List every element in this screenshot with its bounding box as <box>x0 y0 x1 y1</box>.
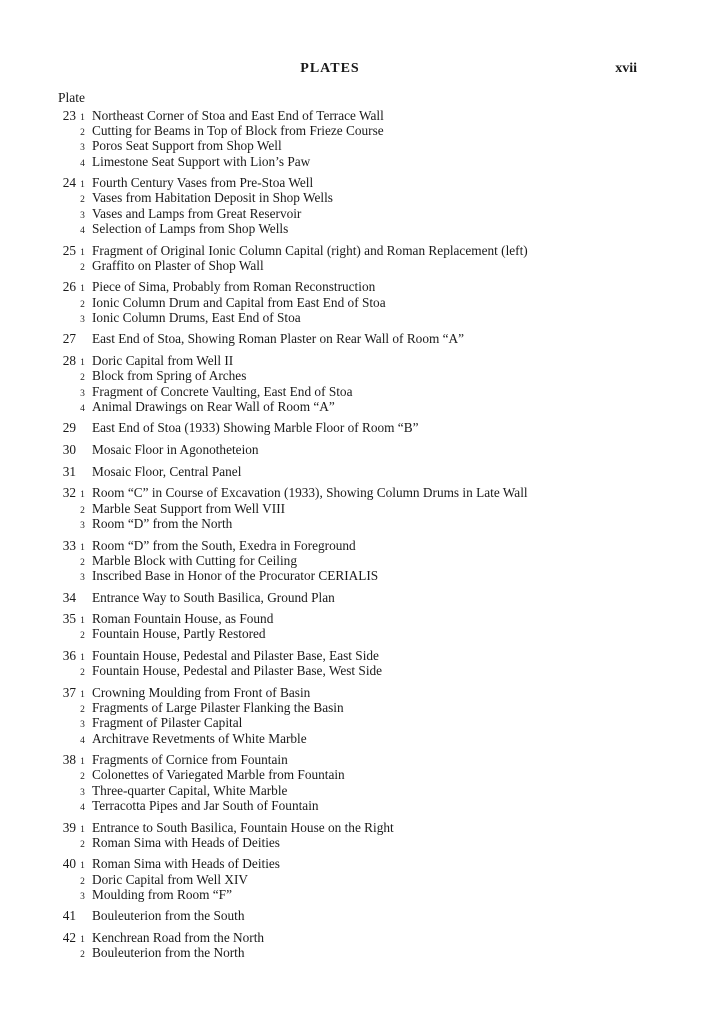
plate-group <box>56 908 676 923</box>
plate-caption: Animal Drawings on Rear Wall of Room “A” <box>92 398 335 414</box>
plate-entry <box>56 353 676 368</box>
plate-number: 28 <box>62 353 76 369</box>
figure-number: 2 <box>80 373 85 384</box>
plate-caption: Vases from Habitation Deposit in Shop Wells <box>92 190 333 206</box>
figure-number: 2 <box>80 839 85 850</box>
plate-entry <box>56 553 676 568</box>
figure-number: 1 <box>80 358 85 369</box>
plate-caption: Limestone Seat Support with Lion’s Paw <box>92 153 311 169</box>
plate-entry <box>56 538 676 553</box>
plate-entry <box>56 279 676 294</box>
plate-entry <box>56 108 676 123</box>
figure-number: 2 <box>80 950 85 961</box>
plate-entry <box>56 700 676 715</box>
plate-caption: Block from Spring of Arches <box>92 368 247 384</box>
plate-caption: Doric Capital from Well II <box>92 353 234 369</box>
plate-entry <box>56 820 676 835</box>
plate-number: 23 <box>62 108 76 123</box>
plate-caption: Fragment of Pilaster Capital <box>92 715 243 731</box>
figure-number: 1 <box>80 284 85 295</box>
plate-group <box>56 353 676 414</box>
plate-number: 29 <box>62 420 76 436</box>
plate-entry <box>56 835 676 850</box>
figure-number: 2 <box>80 772 85 783</box>
plate-number: 34 <box>62 589 76 605</box>
plate-group <box>56 175 676 236</box>
plate-entry <box>56 295 676 310</box>
plate-group <box>56 685 676 746</box>
plate-entry <box>56 123 676 138</box>
plate-entry <box>56 872 676 887</box>
plate-entry <box>56 442 676 457</box>
plate-number: 36 <box>62 648 76 664</box>
figure-number: 3 <box>80 572 85 583</box>
plate-caption: Colonettes of Variegated Marble from Fountain <box>92 767 345 783</box>
figure-number: 4 <box>80 225 85 236</box>
figure-number: 3 <box>80 787 85 798</box>
plate-entry <box>56 590 676 605</box>
figure-number: 2 <box>80 128 85 139</box>
figure-number: 4 <box>80 735 85 746</box>
plate-entry <box>56 798 676 813</box>
figure-number: 3 <box>80 720 85 731</box>
plate-entry <box>56 685 676 700</box>
figure-number: 1 <box>80 935 85 946</box>
plate-entry <box>56 501 676 516</box>
figure-number: 3 <box>80 891 85 902</box>
plate-number: 38 <box>62 752 76 768</box>
plate-caption: Fountain House, Pedestal and Pilaster Base, West Side <box>92 663 383 679</box>
plate-entry <box>56 485 676 500</box>
plate-caption: Ionic Column Drum and Capital from East End of Stoa <box>92 294 386 310</box>
plate-entry <box>56 384 676 399</box>
figure-number: 1 <box>80 690 85 700</box>
figure-number: 3 <box>80 388 85 399</box>
plate-number: 35 <box>62 611 76 627</box>
plate-caption: Bouleuterion from the North <box>92 945 245 961</box>
plate-caption: Fragments of Large Pilaster Flanking the Basin <box>92 700 344 716</box>
plate-caption: Mosaic Floor, Central Panel <box>92 463 242 479</box>
figure-number: 1 <box>80 490 85 501</box>
plate-caption: Room “C” in Course of Excavation (1933), Showing Column Drums in Late Wall <box>92 485 528 501</box>
plate-entry <box>56 138 676 153</box>
plate-caption: Kenchrean Road from the North <box>92 930 265 946</box>
plate-caption: Room “D” from the North <box>92 515 233 531</box>
plate-entry <box>56 221 676 236</box>
plate-number: 37 <box>62 685 76 700</box>
plate-caption: Piece of Sima, Probably from Roman Reconstruction <box>92 279 376 295</box>
plate-group <box>56 243 676 273</box>
plate-entry <box>56 930 676 945</box>
plate-group <box>56 752 676 813</box>
figure-number: 1 <box>80 113 85 123</box>
plate-caption: Northeast Corner of Stoa and East End of Terrace Wall <box>92 108 384 123</box>
figure-number: 1 <box>80 861 85 872</box>
plate-caption: Entrance Way to South Basilica, Ground Plan <box>92 589 335 605</box>
plate-entry <box>56 856 676 871</box>
plate-entry <box>56 887 676 902</box>
plate-number: 42 <box>62 930 76 946</box>
plate-caption: Entrance to South Basilica, Fountain House on the Right <box>92 819 394 835</box>
plate-caption: Doric Capital from Well XIV <box>92 871 248 887</box>
plate-group <box>56 331 676 346</box>
plate-entry <box>56 368 676 383</box>
plate-entry <box>56 648 676 663</box>
plate-entry <box>56 516 676 531</box>
plate-entry <box>56 175 676 190</box>
figure-number: 2 <box>80 195 85 206</box>
figure-number: 1 <box>80 824 85 835</box>
plate-caption: Poros Seat Support from Shop Well <box>92 138 282 154</box>
figure-number: 1 <box>80 616 85 627</box>
plate-group <box>56 611 676 641</box>
figure-number: 2 <box>80 876 85 887</box>
plate-group <box>56 464 676 479</box>
plate-entry <box>56 731 676 746</box>
plate-entry <box>56 399 676 414</box>
figure-number: 1 <box>80 247 85 258</box>
figure-number: 3 <box>80 143 85 154</box>
figure-number: 1 <box>80 757 85 768</box>
plate-caption: Crowning Moulding from Front of Basin <box>92 685 311 700</box>
figure-number: 3 <box>80 210 85 221</box>
plate-entry <box>56 190 676 205</box>
plate-caption: Fountain House, Pedestal and Pilaster Base, East Side <box>92 648 379 664</box>
plate-entry <box>56 626 676 641</box>
plate-entry <box>56 715 676 730</box>
plate-number: 40 <box>62 856 76 872</box>
plate-caption: Fragment of Original Ionic Column Capital (right) and Roman Replacement (left) <box>92 242 528 258</box>
plate-entry <box>56 258 676 273</box>
plate-caption: Roman Fountain House, as Found <box>92 611 274 627</box>
figure-number: 2 <box>80 505 85 516</box>
figure-number: 4 <box>80 802 85 813</box>
plate-caption: Roman Sima with Heads of Deities <box>92 834 280 850</box>
plate-caption: East End of Stoa (1933) Showing Marble Floor of Room “B” <box>92 420 419 436</box>
plate-group <box>56 485 676 531</box>
plate-entry <box>56 663 676 678</box>
plate-group <box>56 930 676 960</box>
figure-number: 1 <box>80 653 85 664</box>
running-head <box>0 61 714 81</box>
plate-caption: Fourth Century Vases from Pre-Stoa Well <box>92 175 314 191</box>
plate-entry <box>56 611 676 626</box>
column-label: Plate <box>58 90 85 105</box>
plate-number: 25 <box>62 242 76 258</box>
plate-caption: Marble Seat Support from Well VIII <box>92 500 286 516</box>
plate-caption: Architrave Revetments of White Marble <box>92 730 307 746</box>
plate-entry <box>56 331 676 346</box>
plate-number: 33 <box>62 537 76 553</box>
plate-caption: Room “D” from the South, Exedra in Foreground <box>92 537 356 553</box>
plate-entry <box>56 945 676 960</box>
plate-caption: Ionic Column Drums, East End of Stoa <box>92 309 301 325</box>
plate-number: 39 <box>62 819 76 835</box>
plate-list <box>56 108 676 967</box>
figure-number: 4 <box>80 158 85 169</box>
plate-group <box>56 590 676 605</box>
plate-entry <box>56 206 676 221</box>
plate-caption: Vases and Lamps from Great Reservoir <box>92 205 302 221</box>
plate-caption: Fragment of Concrete Vaulting, East End of Stoa <box>92 383 353 399</box>
plate-group <box>56 279 676 325</box>
plate-group <box>56 648 676 678</box>
plate-caption: East End of Stoa, Showing Roman Plaster on Rear Wall of Room “A” <box>92 331 465 347</box>
plate-caption: Inscribed Base in Honor of the Procurator CERIALIS <box>92 567 379 583</box>
figure-number: 4 <box>80 403 85 414</box>
figure-number: 1 <box>80 542 85 553</box>
figure-number: 2 <box>80 299 85 310</box>
plate-caption: Marble Block with Cutting for Ceiling <box>92 552 297 568</box>
plate-entry <box>56 568 676 583</box>
plate-number: 30 <box>62 442 76 458</box>
plate-caption: Roman Sima with Heads of Deities <box>92 856 280 872</box>
figure-number: 2 <box>80 631 85 642</box>
figure-number: 2 <box>80 668 85 679</box>
plate-entry <box>56 908 676 923</box>
figure-number: 2 <box>80 262 85 273</box>
plate-caption: Terracotta Pipes and Jar South of Fountain <box>92 797 319 813</box>
plate-entry <box>56 420 676 435</box>
plate-number: 27 <box>62 331 76 347</box>
figure-number: 1 <box>80 180 85 191</box>
plate-number: 24 <box>62 175 76 191</box>
plate-entry <box>56 464 676 479</box>
plate-entry <box>56 310 676 325</box>
plate-entry <box>56 752 676 767</box>
figure-number: 3 <box>80 520 85 531</box>
plate-group <box>56 420 676 435</box>
plate-caption: Graffito on Plaster of Shop Wall <box>92 257 264 273</box>
page-title: PLATES <box>300 61 360 76</box>
plate-caption: Cutting for Beams in Top of Block from Frieze Course <box>92 123 384 139</box>
plate-caption: Mosaic Floor in Agonotheteion <box>92 442 259 458</box>
page-number: xvii <box>615 61 637 76</box>
plate-caption: Three-quarter Capital, White Marble <box>92 782 288 798</box>
plate-group <box>56 442 676 457</box>
plate-caption: Moulding from Room “F” <box>92 886 232 902</box>
figure-number: 2 <box>80 705 85 716</box>
figure-number: 2 <box>80 557 85 568</box>
figure-number: 3 <box>80 314 85 325</box>
plate-number: 32 <box>62 485 76 501</box>
plate-number: 41 <box>62 908 76 924</box>
plate-number: 31 <box>62 463 76 479</box>
plate-caption: Fragments of Cornice from Fountain <box>92 752 288 768</box>
plate-number: 26 <box>62 279 76 295</box>
plate-group <box>56 820 676 850</box>
plate-entry <box>56 243 676 258</box>
plate-caption: Bouleuterion from the South <box>92 908 245 924</box>
plate-entry <box>56 154 676 169</box>
plate-caption: Fountain House, Partly Restored <box>92 626 266 642</box>
plate-entry <box>56 783 676 798</box>
plate-group <box>56 856 676 902</box>
plate-caption: Selection of Lamps from Shop Wells <box>92 220 289 236</box>
plate-entry <box>56 767 676 782</box>
plate-group <box>56 538 676 584</box>
plate-group <box>56 108 676 169</box>
